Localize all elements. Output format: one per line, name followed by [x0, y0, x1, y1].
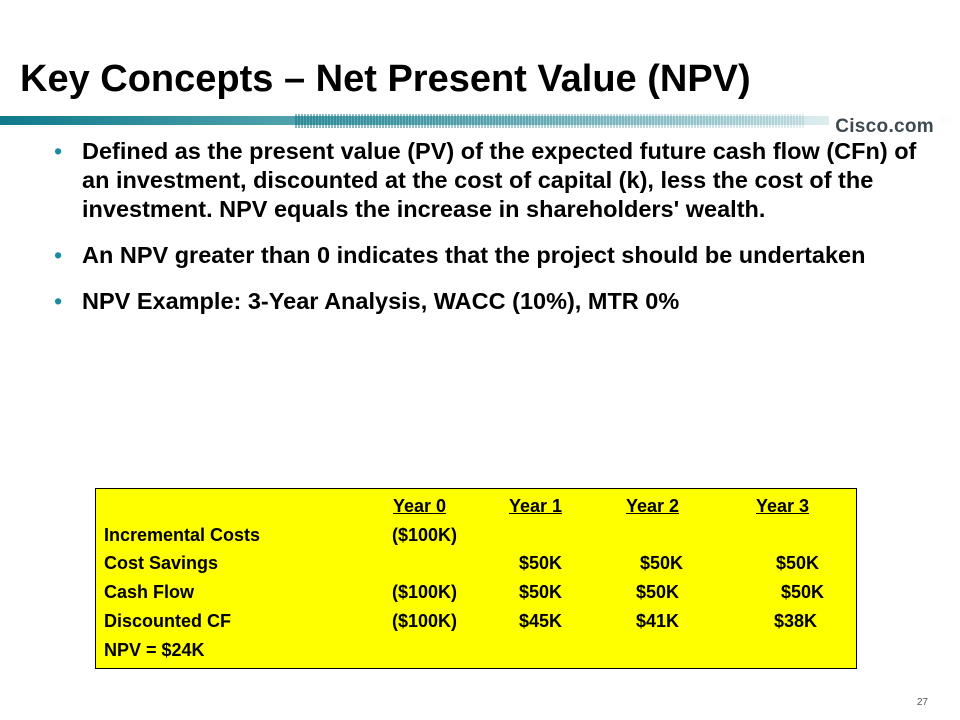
npv-result: NPV = $24K: [104, 640, 205, 660]
page-number: 27: [916, 697, 928, 708]
row-label-cost-savings: Cost Savings: [104, 553, 219, 573]
cisco-logo-text: Cisco.com: [829, 116, 940, 138]
bullet-npv-rule: • An NPV greater than 0 indicates that the project should be undertaken: [54, 242, 866, 268]
row-label-discounted-cf: Discounted CF: [104, 611, 232, 631]
cell-discounted-y2: $41K: [636, 611, 680, 631]
npv-example-table: [95, 488, 857, 669]
header-year-1: Year 1: [509, 496, 563, 516]
header-year-2: Year 2: [626, 496, 680, 516]
row-label-incremental-costs: Incremental Costs: [104, 525, 261, 545]
bullet-dot-icon: •: [54, 242, 63, 268]
cell-savings-y1: $50K: [519, 553, 563, 573]
cell-incremental-y0: ($100K): [392, 525, 458, 545]
cell-savings-y2: $50K: [640, 553, 684, 573]
header-year-0: Year 0: [393, 496, 447, 516]
cell-cashflow-y0: ($100K): [392, 582, 458, 602]
cell-savings-y3: $50K: [776, 553, 820, 573]
cell-discounted-y1: $45K: [519, 611, 563, 631]
cell-discounted-y0: ($100K): [392, 611, 458, 631]
cell-cashflow-y2: $50K: [636, 582, 680, 602]
cell-cashflow-y1: $50K: [519, 582, 563, 602]
bullet-dot-icon: •: [54, 138, 63, 164]
cell-cashflow-y3: $50K: [781, 582, 825, 602]
bullet-npv-example: • NPV Example: 3-Year Analysis, WACC (10%), MTR 0%: [54, 288, 680, 314]
slide-title: Key Concepts – Net Present Value (NPV): [20, 58, 751, 100]
bullet-list: [48, 137, 918, 333]
bullet-dot-icon: •: [54, 288, 63, 314]
header-year-3: Year 3: [756, 496, 810, 516]
title-decoration-band: [0, 114, 960, 136]
bullet-definition: • Defined as the present value (PV) of the expected future cash flow (CFn) of an investment, discounted at the cost of capital (k), less the cost of the investment. NPV equals the increase in shareholders' wealth.: [54, 138, 917, 222]
cell-discounted-y3: $38K: [774, 611, 818, 631]
row-label-cash-flow: Cash Flow: [104, 582, 195, 602]
